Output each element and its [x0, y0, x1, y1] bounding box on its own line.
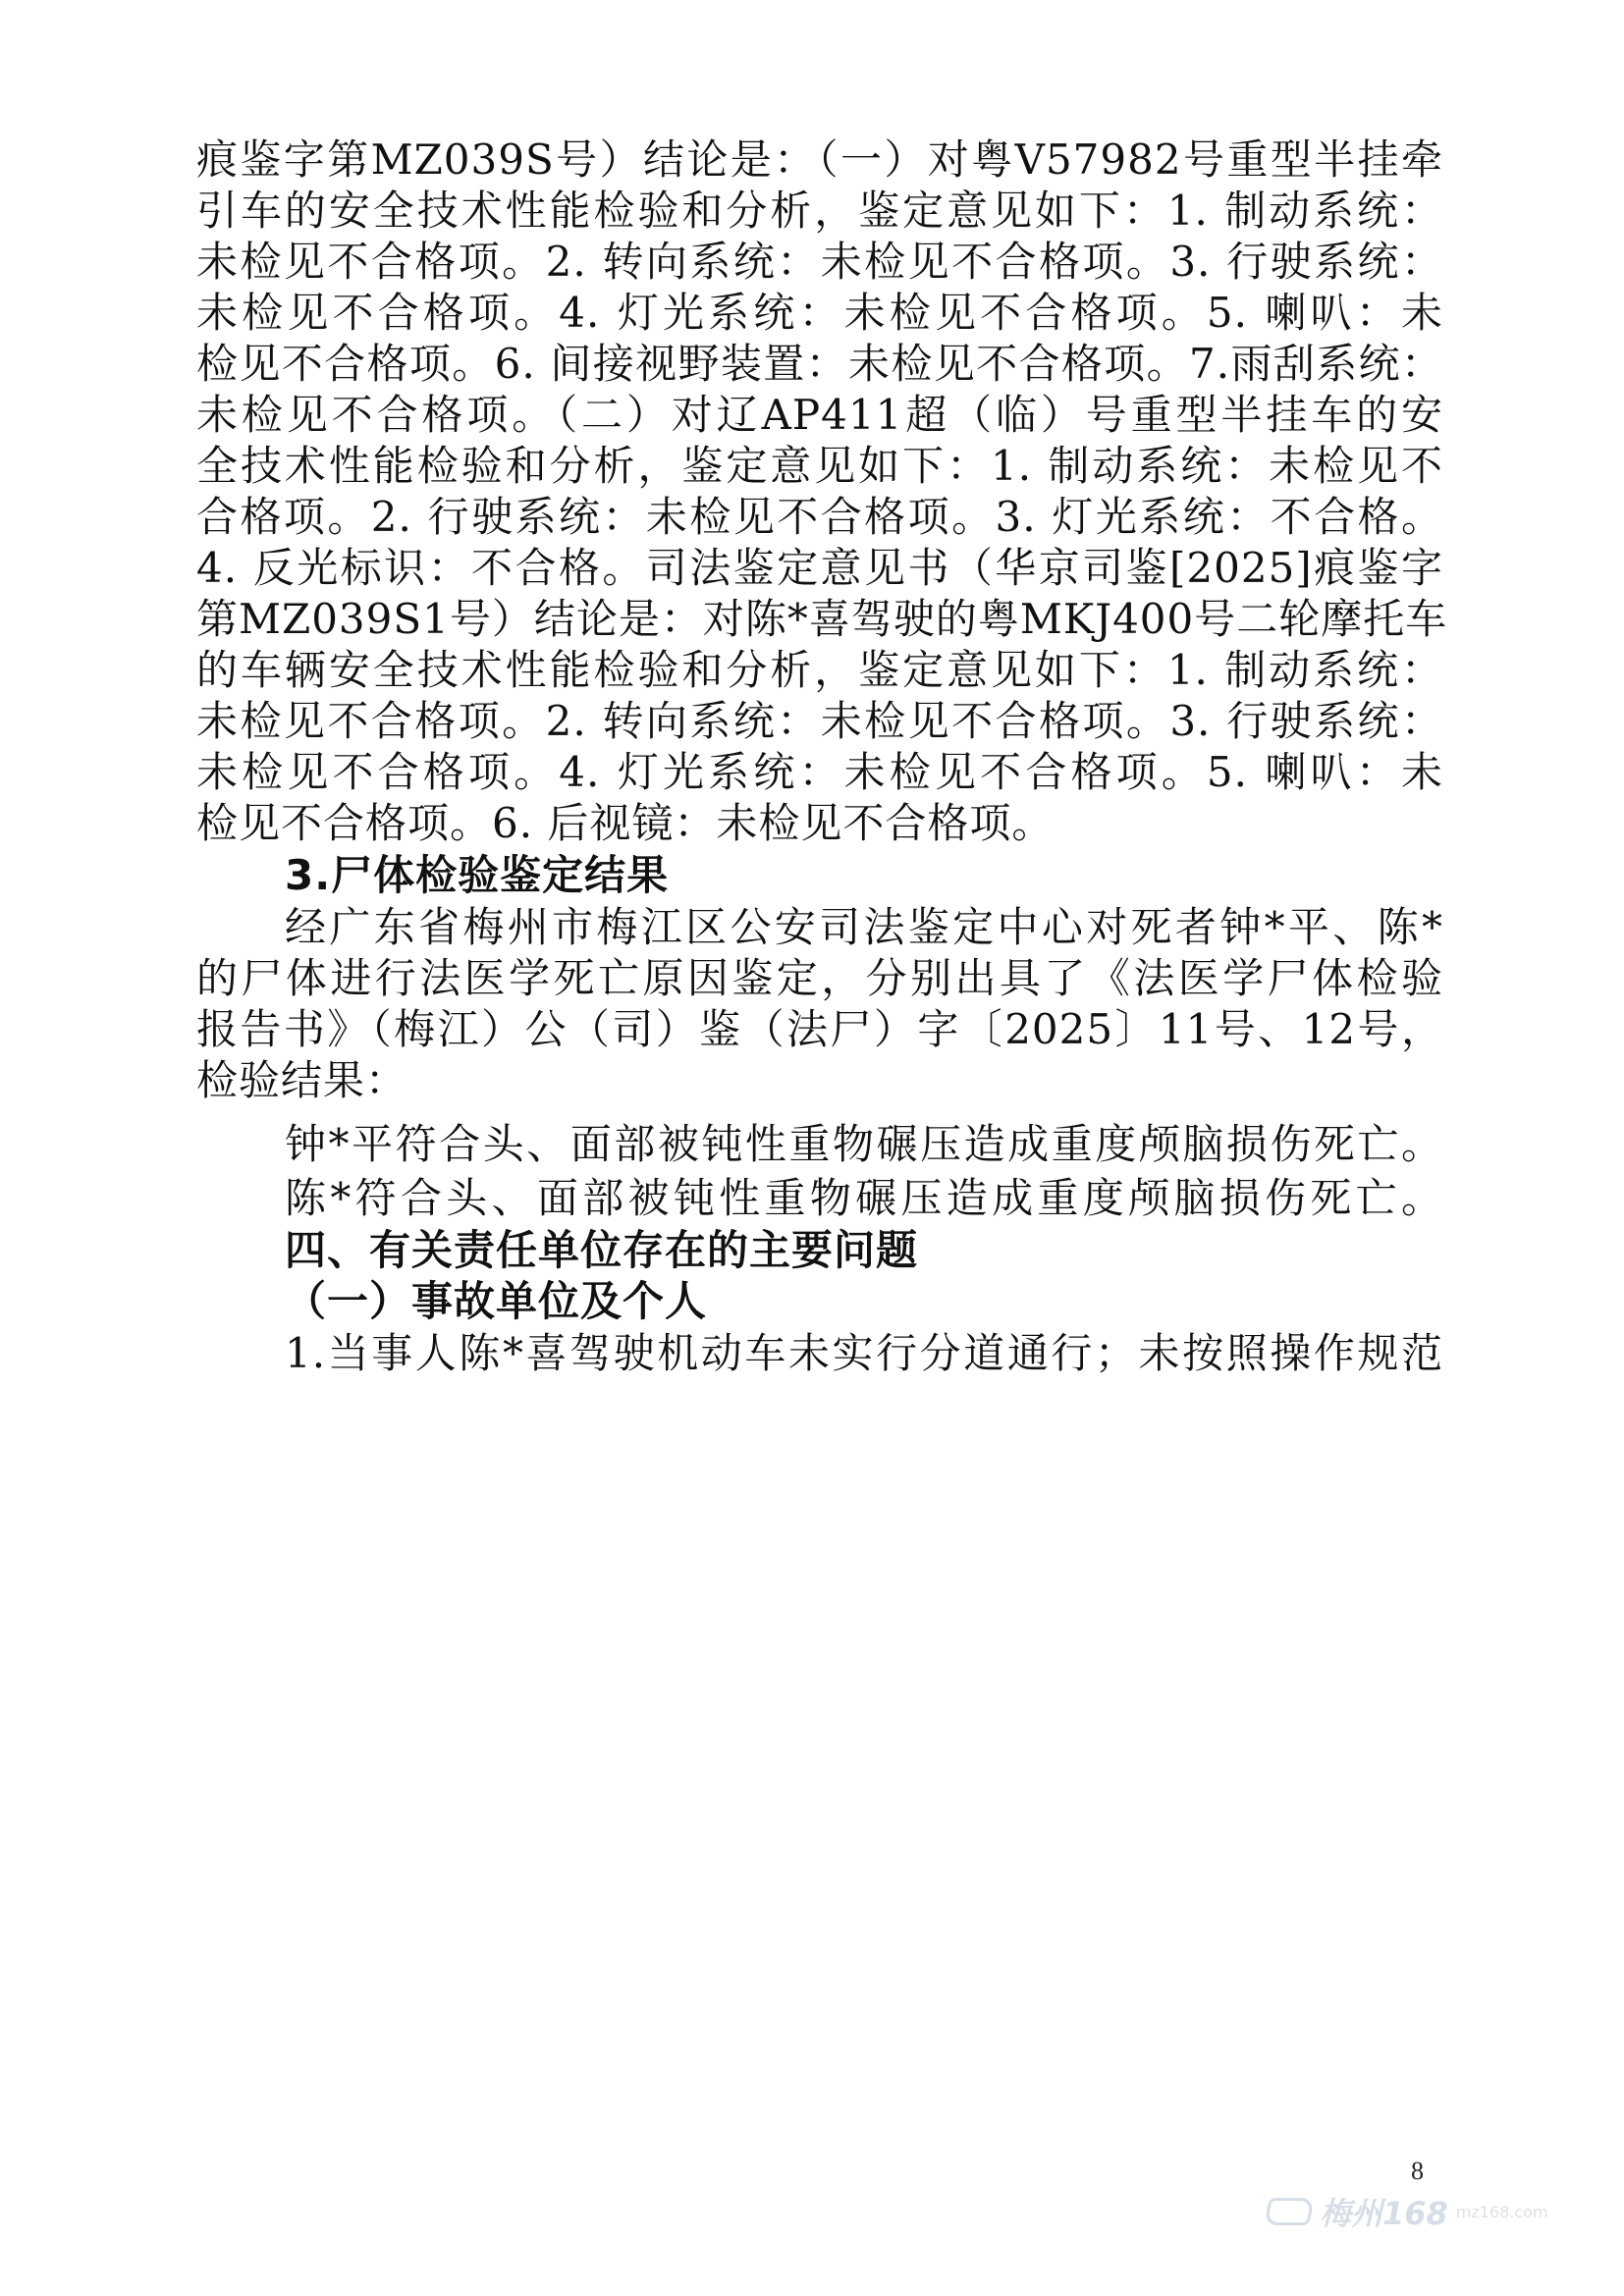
paragraph-line: 引车的安全技术性能检验和分析，鉴定意见如下：1. 制动系统：	[196, 187, 1443, 235]
watermark-logo-icon	[1264, 2198, 1315, 2225]
subsection-heading-1: （一）事故单位及个人	[285, 1277, 708, 1325]
paragraph-line: 合格项。2. 行驶系统：未检见不合格项。3. 灯光系统：不合格。	[196, 493, 1443, 541]
paragraph-line: 检见不合格项。6. 间接视野装置：未检见不合格项。7.雨刮系统：	[196, 340, 1443, 388]
paragraph-line: 全技术性能检验和分析，鉴定意见如下：1. 制动系统：未检见不	[196, 442, 1443, 490]
paragraph-line: 检验结果：	[196, 1056, 408, 1104]
paragraph-line: 4. 反光标识：不合格。司法鉴定意见书（华京司鉴[2025]痕鉴字	[196, 544, 1443, 592]
paragraph-line: 未检见不合格项。2. 转向系统：未检见不合格项。3. 行驶系统：	[196, 238, 1443, 286]
section-heading-4: 四、有关责任单位存在的主要问题	[285, 1226, 919, 1274]
paragraph-line: 的尸体进行法医学死亡原因鉴定，分别出具了《法医学尸体检验	[196, 954, 1443, 1002]
paragraph-line: 未检见不合格项。4. 灯光系统：未检见不合格项。5. 喇叭：未	[196, 289, 1443, 337]
paragraph-line: 检见不合格项。6. 后视镜：未检见不合格项。	[196, 799, 1055, 847]
section-heading-autopsy: 3.尸体检验鉴定结果	[285, 851, 670, 899]
autopsy-result-2: 陈*符合头、面部被钝性重物碾压造成重度颅脑损伤死亡。	[285, 1174, 1443, 1222]
watermark-site: mz168.com	[1455, 2202, 1548, 2221]
paragraph-line: 报告书》（梅江）公（司）鉴（法尸）字〔2025〕11号、12号，	[196, 1005, 1443, 1053]
paragraph-line: 经广东省梅州市梅江区公安司法鉴定中心对死者钟*平、陈*	[285, 903, 1443, 951]
paragraph-line: 未检见不合格项。（二）对辽AP411超（临）号重型半挂车的安	[196, 391, 1443, 439]
paragraph-line: 未检见不合格项。2. 转向系统：未检见不合格项。3. 行驶系统：	[196, 697, 1443, 745]
paragraph-line: 第MZ039S1号）结论是：对陈*喜驾驶的粤MKJ400号二轮摩托车	[196, 595, 1448, 643]
page-number: 8	[1411, 2157, 1424, 2185]
paragraph-line: 的车辆安全技术性能检验和分析，鉴定意见如下：1. 制动系统：	[196, 646, 1443, 694]
site-watermark	[1267, 2189, 1548, 2234]
item-line: 1.当事人陈*喜驾驶机动车未实行分道通行；未按照操作规范	[285, 1329, 1443, 1377]
paragraph-line: 未检见不合格项。4. 灯光系统：未检见不合格项。5. 喇叭：未	[196, 748, 1443, 796]
autopsy-result-1: 钟*平符合头、面部被钝性重物碾压造成重度颅脑损伤死亡。	[285, 1120, 1443, 1168]
paragraph-line: 痕鉴字第MZ039S号）结论是：（一）对粤V57982号重型半挂牵	[196, 135, 1443, 184]
watermark-brand: 梅州168	[1320, 2195, 1448, 2232]
